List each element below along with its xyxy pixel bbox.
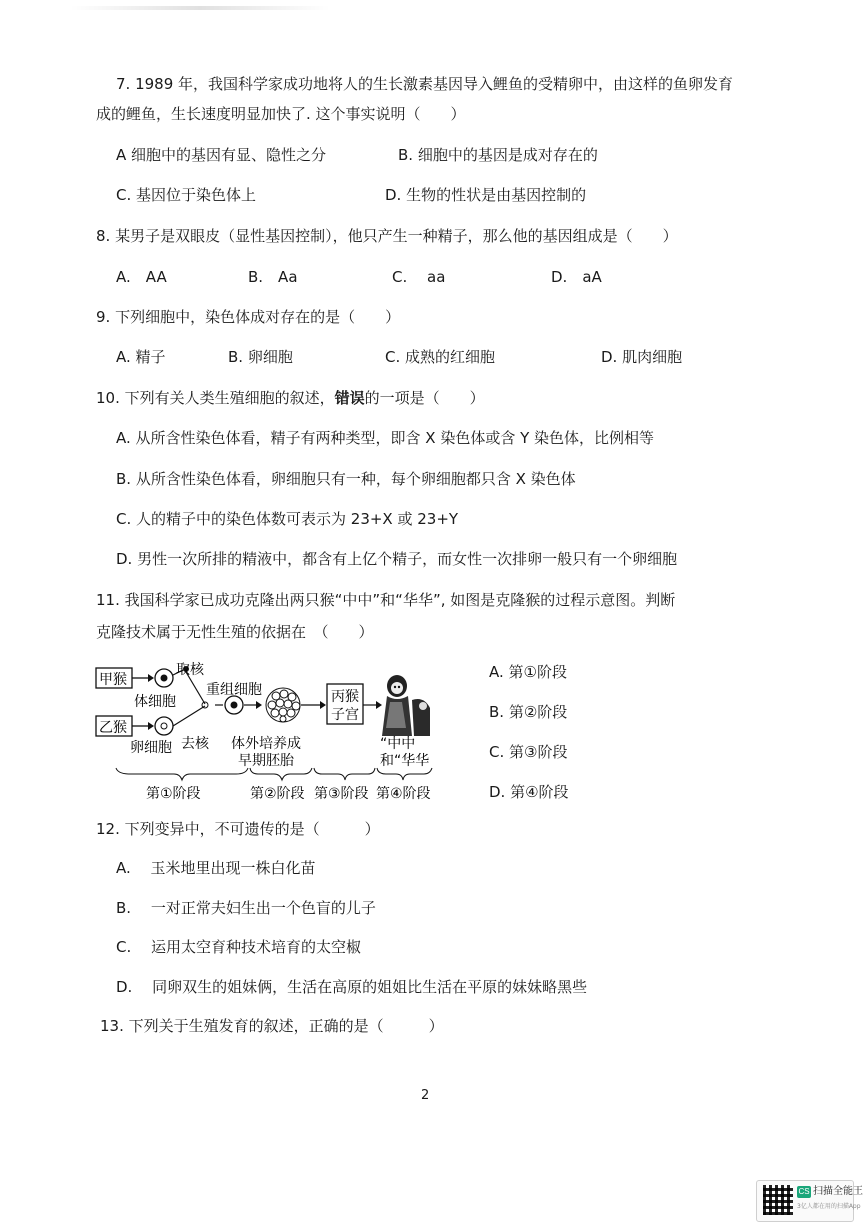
q9-stem: 9. 下列细胞中，染色体成对存在的是（ ） <box>96 308 401 326</box>
scanner-brand-name: 扫描全能王 <box>813 1186 863 1197</box>
egg-cell-label: 卵细胞 <box>130 740 172 756</box>
yi-monkey-label: 乙猴 <box>99 720 127 736</box>
q9-option-d: D. 肌肉细胞 <box>601 348 683 366</box>
q10-stem <box>96 388 485 408</box>
q8-stem: 8. 某男子是双眼皮（显性基因控制），他只产生一种精子，那么他的基因组成是（ ） <box>96 227 678 245</box>
q10-option-b: B. 从所含性染色体看，卵细胞只有一种，每个卵细胞都只含 X 染色体 <box>116 470 576 488</box>
q11-stem-line2: 克隆技术属于无性生殖的依据在 （ ） <box>96 623 374 641</box>
scanner-logo-icon: CS <box>798 1187 810 1196</box>
bing-monkey-label: 丙猴 <box>331 689 359 705</box>
q8-option-a: A. AA <box>116 268 167 286</box>
zhongzhong-label: “中中 <box>380 736 416 752</box>
page-number: 2 <box>421 1088 430 1103</box>
q10-stem-post: 的一项是（ ） <box>364 389 485 407</box>
q7-option-b: B. 细胞中的基因是成对存在的 <box>398 146 598 164</box>
q8-option-d: D. aA <box>551 268 602 286</box>
q10-option-a: A. 从所含性染色体看，精子有两种类型，即含 X 染色体或含 Y 染色体，比例相等 <box>116 429 655 447</box>
stage3-label: 第③阶段 <box>314 786 369 802</box>
q11-option-a: A. 第①阶段 <box>489 663 567 681</box>
stage4-label: 第④阶段 <box>376 786 431 802</box>
stage1-label: 第①阶段 <box>146 786 201 802</box>
q9-option-b: B. 卵细胞 <box>228 348 293 366</box>
recombined-cell-label: 重组细胞 <box>206 682 262 698</box>
scan-edge-shadow <box>70 6 330 10</box>
stage1-brace <box>116 768 248 780</box>
q8-option-b: B. Aa <box>248 268 298 286</box>
q13-stem: 13. 下列关于生殖发育的叙述，正确的是（ ） <box>100 1017 444 1035</box>
take-nucleus-label: 取核 <box>176 662 204 678</box>
stage2-brace <box>250 768 312 780</box>
q11-option-b: B. 第②阶段 <box>489 703 568 721</box>
q12-stem: 12. 下列变异中，不可遗传的是（ ） <box>96 820 380 838</box>
huahua-label: 和“华华 <box>380 753 430 769</box>
egg-cell-icon <box>155 717 173 735</box>
cloned-monkeys-icon <box>382 675 430 736</box>
q11-option-c: C. 第③阶段 <box>489 743 568 761</box>
qr-code-icon <box>763 1185 793 1215</box>
q10-stem-emphasis: 错误 <box>334 389 365 407</box>
stage3-brace <box>314 768 375 780</box>
q10-option-c: C. 人的精子中的染色体数可表示为 23+X 或 23+Y <box>116 510 459 528</box>
q7-stem-line1: 7. 1989 年，我国科学家成功地将人的生长激素基因导入鲤鱼的受精卵中，由这样的鱼卵发育 <box>116 75 734 93</box>
jia-monkey-label: 甲猴 <box>99 672 127 688</box>
somatic-cell-label: 体细胞 <box>134 694 176 710</box>
cloning-process-diagram <box>90 656 435 806</box>
q12-option-c: C. 运用太空育种技术培育的太空椒 <box>116 938 362 956</box>
q7-option-c: C. 基因位于染色体上 <box>116 186 257 204</box>
q8-option-c: C. aa <box>392 268 446 286</box>
culture-label-1: 体外培养成 <box>231 736 301 752</box>
remove-nucleus-label: 去核 <box>181 736 209 752</box>
q12-option-a: A. 玉米地里出现一株白化苗 <box>116 859 316 877</box>
q9-option-c: C. 成熟的红细胞 <box>385 348 496 366</box>
uterus-label: 子宫 <box>331 707 359 723</box>
q11-stem-line1: 11. 我国科学家已成功克隆出两只猴“中中”和“华华”, 如图是克隆猴的过程示意图。判断 <box>96 591 676 609</box>
stage4-brace <box>377 768 432 780</box>
q10-option-d: D. 男性一次所排的精液中，都含有上亿个精子，而女性一次排卵一般只有一个卵细胞 <box>116 550 678 568</box>
scanner-brand-tagline: 3亿人都在用的扫描App <box>797 1203 861 1210</box>
q12-option-b: B. 一对正常夫妇生出一个色盲的儿子 <box>116 899 376 917</box>
scanner-watermark <box>756 1180 863 1222</box>
q9-option-a: A. 精子 <box>116 348 166 366</box>
q11-option-d: D. 第④阶段 <box>489 783 569 801</box>
q7-stem-line2: 成的鲤鱼，生长速度明显加快了. 这个事实说明（ ） <box>96 105 466 123</box>
q7-option-d: D. 生物的性状是由基因控制的 <box>385 186 587 204</box>
q10-stem-pre: 10. 下列有关人类生殖细胞的叙述， <box>96 389 335 407</box>
early-embryo-icon <box>266 688 300 722</box>
culture-label-2: 早期胚胎 <box>238 753 294 769</box>
q7-option-a: A 细胞中的基因有显、隐性之分 <box>116 146 327 164</box>
q12-option-d: D. 同卵双生的姐妹俩，生活在高原的姐姐比生活在平原的妹妹略黑些 <box>116 978 588 996</box>
stage2-label: 第②阶段 <box>250 786 305 802</box>
